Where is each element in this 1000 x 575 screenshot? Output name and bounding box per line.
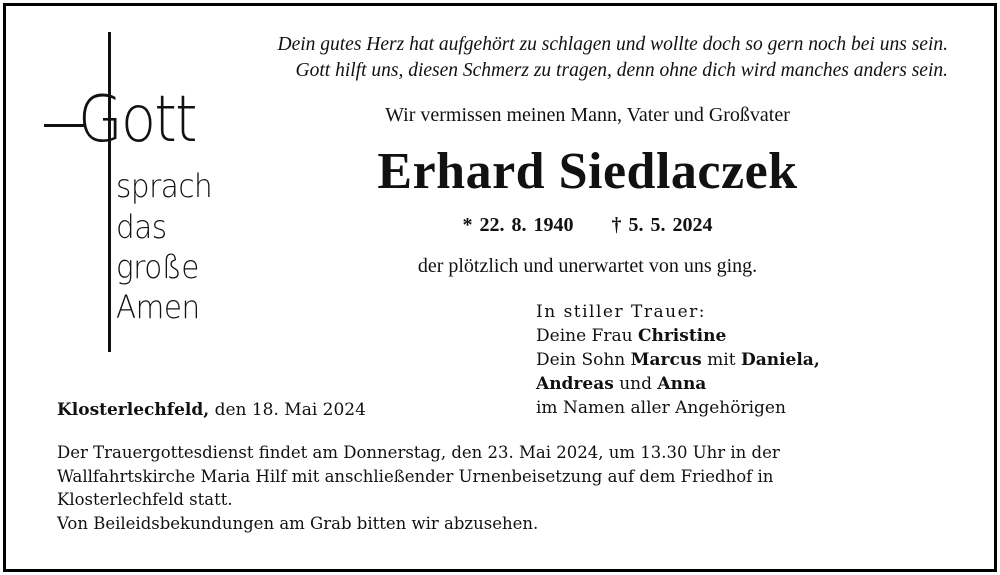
emblem-word: Amen <box>116 288 200 326</box>
service-line: Wallfahrtskirche Maria Hilf mit anschließender Urnenbeisetzung auf dem Friedhof in <box>57 466 774 486</box>
emblem-word: sprach <box>116 167 213 205</box>
mourner-name: Andreas <box>536 374 614 394</box>
mourner-name: Marcus <box>630 350 702 370</box>
passing-text: der plötzlich und unerwartet von uns ging. <box>417 255 758 277</box>
mourner-line-wife <box>536 324 820 348</box>
place-name: Klosterlechfeld, <box>57 400 210 420</box>
emblem-word-gott: Gott <box>78 83 196 157</box>
mourner-prefix: Deine Frau <box>536 326 633 346</box>
mourners-closing: im Namen aller Angehörigen <box>536 398 786 418</box>
deceased-name: Erhard Siedlaczek <box>377 143 798 200</box>
mourners-block <box>536 300 820 420</box>
service-line: Von Beileidsbekundungen am Grab bitten wir abzusehen. <box>57 513 539 533</box>
place-date-line <box>57 400 366 420</box>
mourner-name: Anna <box>657 374 707 394</box>
quote-line-2: Gott hilft uns, diesen Schmerz zu tragen, denn ohne dich wird manches anders sein. <box>295 60 948 81</box>
mourner-name: Daniela, <box>740 350 820 370</box>
death-date: † 5. 5. 2024 <box>611 214 713 236</box>
quote-line-1: Dein gutes Herz hat aufgehört zu schlagen und wollte doch so gern noch bei uns sein. <box>277 34 948 55</box>
mourner-name: Christine <box>637 326 727 346</box>
life-dates <box>275 214 900 237</box>
mourner-line-grandchildren <box>536 372 820 396</box>
service-line: Der Trauergottesdienst findet am Donnerstag, den 23. Mai 2024, um 13.30 Uhr in der <box>57 443 780 462</box>
date-text: den 18. Mai 2024 <box>214 400 366 420</box>
mourner-line-son <box>536 348 820 372</box>
birth-date: * 22. 8. 1940 <box>462 214 574 236</box>
emblem-word: große <box>116 248 199 286</box>
cross-vertical-bar <box>108 32 111 352</box>
mourner-prefix: Dein Sohn <box>536 350 626 370</box>
intro-text: Wir vermissen meinen Mann, Vater und Großvater <box>385 104 790 126</box>
emblem-word: das <box>116 208 167 246</box>
service-line: Klosterlechfeld statt. <box>57 490 233 509</box>
mourner-connector: und <box>619 374 652 394</box>
mourners-heading: In stiller Trauer: <box>536 302 706 322</box>
mourner-connector: mit <box>707 350 736 370</box>
service-info <box>57 441 780 535</box>
